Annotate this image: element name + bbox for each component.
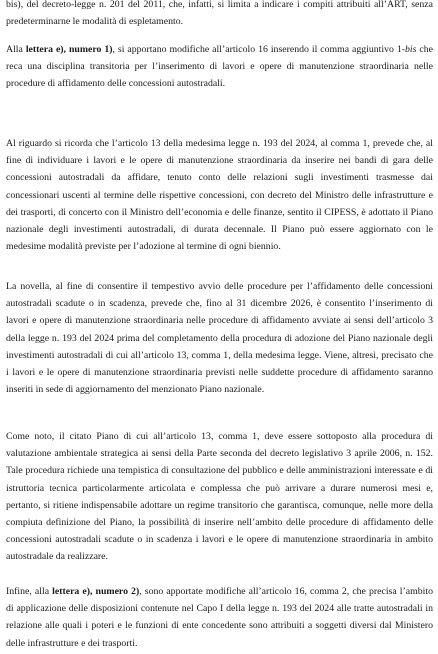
paragraph-text-post: che reca una disciplina transitoria per l’inserimento di lavori e opere di manutenzione straordinaria nelle procedure di affidamento delle concessioni autostradali. <box>6 44 433 90</box>
paragraph-al-riguardo <box>6 135 433 255</box>
paragraph-text-post: , sono apportate modifiche all’articolo 16, comma 2, che precisa l’ambito di applicazione delle disposizioni contenute nel Capo I della legge n. 193 del 2024 alle tratte autostradali in relazione alle quali i poteri e le funzioni di ente concedente sono attribuiti a soggetti diversi dal Ministero delle infrastrutture e dei trasporti. <box>6 586 433 649</box>
paragraph-text: Al riguardo si ricorda che l’articolo 13 della medesima legge n. 193 del 2024, al comma 1, prevede che, al fine di individuare i lavori e le opere di manutenzione straordinaria da inserire nei bandi di gara delle concessioni autostradali da affidare, tenuto conto delle relazioni sugli investimenti trasmesse dai concessionari uscenti al termine delle rispettive concessioni, con decreto del Ministro delle infrastrutture e dei trasporti, di concerto con il Ministro dell’economia e delle finanze, sentito il CIPESS, è adottato il Piano nazionale degli investimenti autostradali, di durata decennale. Il Piano può essere aggiornato con le medesime modalità previste per l’adozione al termine di ogni biennio. <box>6 138 433 253</box>
bold-reference: lettera e), numero 2) <box>52 586 140 597</box>
paragraph-lettera-e-1 <box>6 41 433 93</box>
paragraph-text-pre: Alla <box>6 44 26 55</box>
paragraph-come-noto <box>6 428 433 566</box>
bold-reference: lettera e), numero 1) <box>25 44 113 55</box>
paragraph-text: bis), del decreto-legge n. 201 del 2011, che, infatti, si limita a indicare i compiti attribuiti all’ART, senza predeterminarne le modalità di espletamento. <box>6 0 433 28</box>
paragraph-text: Come noto, il citato Piano di cui all’articolo 13, comma 1, deve essere sottoposto alla procedura di valutazione ambientale strategica ai sensi della Parte seconda del decreto legislativo 3 aprile 2006, n. 152. Tale procedura richiede una tempistica di consultazione del pubblico e delle amministrazioni interessate e di istruttoria tecnica particolarmente articolata e complessa che può arrivare a durare numerosi mesi e, pertanto, si ritiene indispensabile adottare un regime transitorio che garantisca, comunque, nelle more della compiuta definizione del Piano, la possibilità di inserire nell’ambito delle procedure di affidamento delle concessioni autostradali scadute o in scadenza i lavori e le opere di manutenzione straordinaria in ambito autostradale da realizzare. <box>6 431 433 563</box>
paragraph-text-mid: , si apportano modifiche all’articolo 16 inserendo il comma aggiuntivo 1- <box>112 44 406 55</box>
paragraph-continuation <box>6 0 433 30</box>
paragraph-infine <box>6 583 433 652</box>
paragraph-text: La novella, al fine di consentire il tempestivo avvio delle procedure per l’affidamento delle concessioni autostradali scadute o in scadenza, prevede che, fino al 31 dicembre 2026, è consentito l’inserimento di lavori e opere di manutenzione straordinaria nelle procedure di affidamento avviate ai sensi dell’articolo 3 della legge n. 193 del 2024 prima del completamento della procedura di adozione del Piano nazionale degli investimenti autostradali di cui all’articolo 13, comma 1, della medesima legge. Viene, altresì, precisato che i lavori e le opere di manutenzione straordinaria previsti nelle suddette procedure di affidamento saranno inseriti in sede di aggiornamento del menzionato Piano nazionale. <box>6 281 433 396</box>
paragraph-la-novella <box>6 278 433 398</box>
paragraph-text-pre: Infine, alla <box>6 586 53 597</box>
italic-term: bis <box>405 44 417 55</box>
